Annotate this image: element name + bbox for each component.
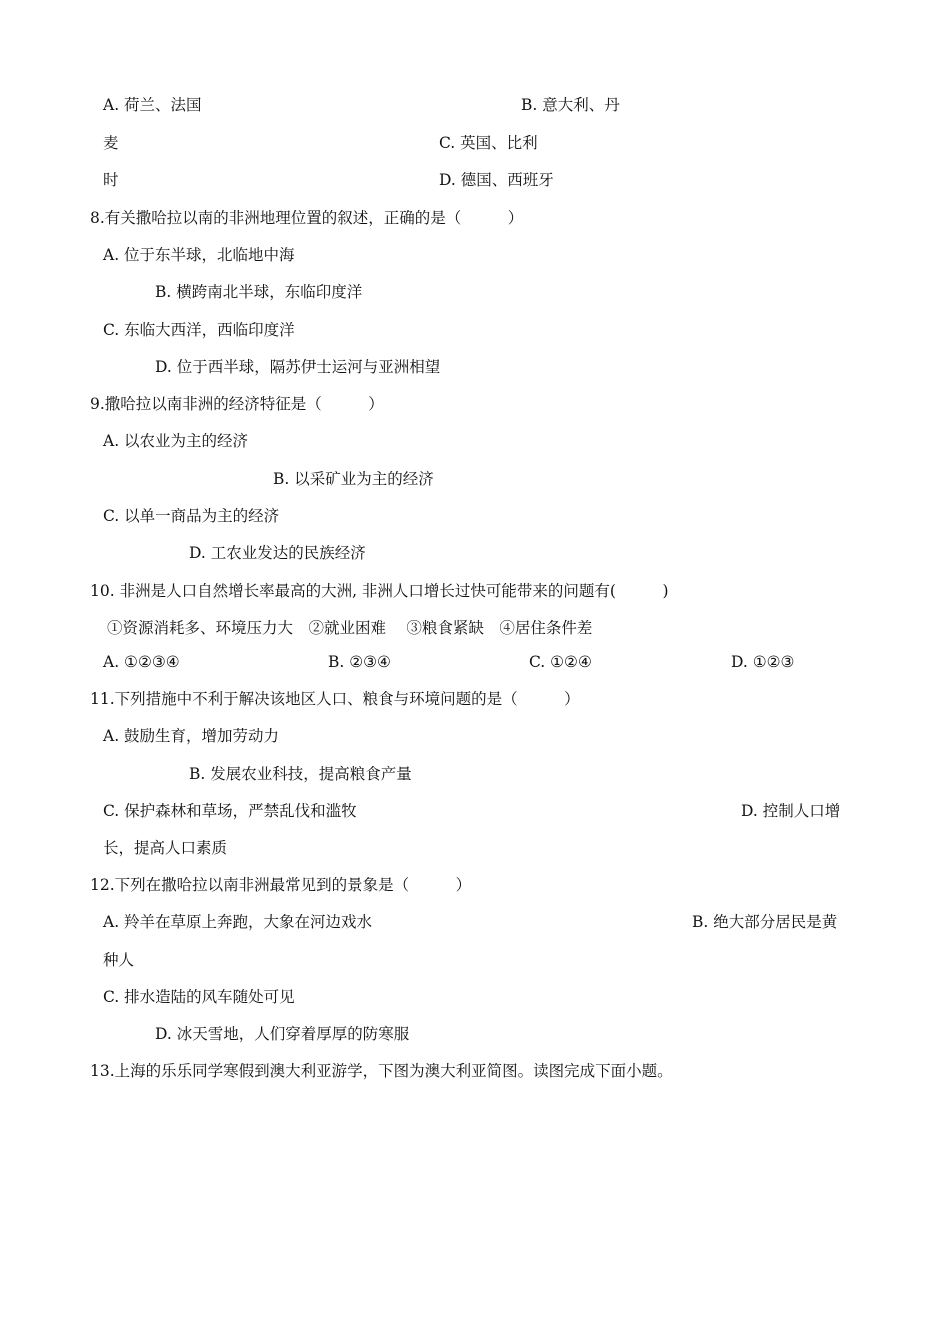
q10-items: ①资源消耗多、环境压力大 ②就业困难 ③粮食紧缺 ④居住条件差 xyxy=(107,619,593,637)
q10-option-d: D. ①②③ xyxy=(731,653,795,671)
q12-option-d: D. 冰天雪地，人们穿着厚厚的防寒服 xyxy=(155,1025,410,1043)
q11-option-d-continued: 长，提高人口素质 xyxy=(103,839,228,857)
q11-option-a: A. 鼓励生育，增加劳动力 xyxy=(103,727,280,745)
q7-option-d: D. 德国、西班牙 xyxy=(439,171,554,189)
q9-option-b: B. 以采矿业为主的经济 xyxy=(273,470,434,488)
q7-option-a: A. 荷兰、法国 xyxy=(103,96,202,114)
q9-option-a: A. 以农业为主的经济 xyxy=(103,432,249,450)
q9-stem: 9.撒哈拉以南非洲的经济特征是（ ） xyxy=(90,395,384,413)
q7-option-c: C. 英国、比利 xyxy=(439,134,538,152)
q10-option-a: A. ①②③④ xyxy=(103,653,180,671)
q8-stem: 8.有关撒哈拉以南的非洲地理位置的叙述，正确的是（ ） xyxy=(90,209,524,227)
q10-option-c: C. ①②④ xyxy=(529,653,592,671)
q8-option-d: D. 位于西半球，隔苏伊士运河与亚洲相望 xyxy=(155,358,441,376)
q8-option-b: B. 横跨南北半球，东临印度洋 xyxy=(155,283,363,301)
q7-option-b-continued: 麦 xyxy=(103,134,119,152)
q8-option-c: C. 东临大西洋，西临印度洋 xyxy=(103,321,295,339)
q12-stem: 12.下列在撒哈拉以南非洲最常见到的景象是（ ） xyxy=(90,876,472,894)
q7-option-c-continued: 时 xyxy=(103,171,119,189)
q12-option-b: B. 绝大部分居民是黄 xyxy=(692,913,838,931)
q10-stem: 10. 非洲是人口自然增长率最高的大洲, 非洲人口增长过快可能带来的问题有( ) xyxy=(90,582,669,600)
q12-option-a: A. 羚羊在草原上奔跑，大象在河边戏水 xyxy=(103,913,373,931)
q11-option-b: B. 发展农业科技，提高粮食产量 xyxy=(189,765,412,783)
q9-option-d: D. 工农业发达的民族经济 xyxy=(189,544,366,562)
q11-option-d: D. 控制人口增 xyxy=(741,802,841,820)
q10-option-b: B. ②③④ xyxy=(328,653,391,671)
q8-option-a: A. 位于东半球，北临地中海 xyxy=(103,246,295,264)
q11-stem: 11.下列措施中不利于解决该地区人口、粮食与环境问题的是（ ） xyxy=(90,690,580,708)
q9-option-c: C. 以单一商品为主的经济 xyxy=(103,507,280,525)
q12-option-c: C. 排水造陆的风车随处可见 xyxy=(103,988,295,1006)
q13-stem: 13.上海的乐乐同学寒假到澳大利亚游学，下图为澳大利亚简图。读图完成下面小题。 xyxy=(90,1062,673,1080)
q7-option-b: B. 意大利、丹 xyxy=(521,96,620,114)
q12-option-b-continued: 种人 xyxy=(103,951,135,969)
q11-option-c: C. 保护森林和草场，严禁乱伐和滥牧 xyxy=(103,802,357,820)
